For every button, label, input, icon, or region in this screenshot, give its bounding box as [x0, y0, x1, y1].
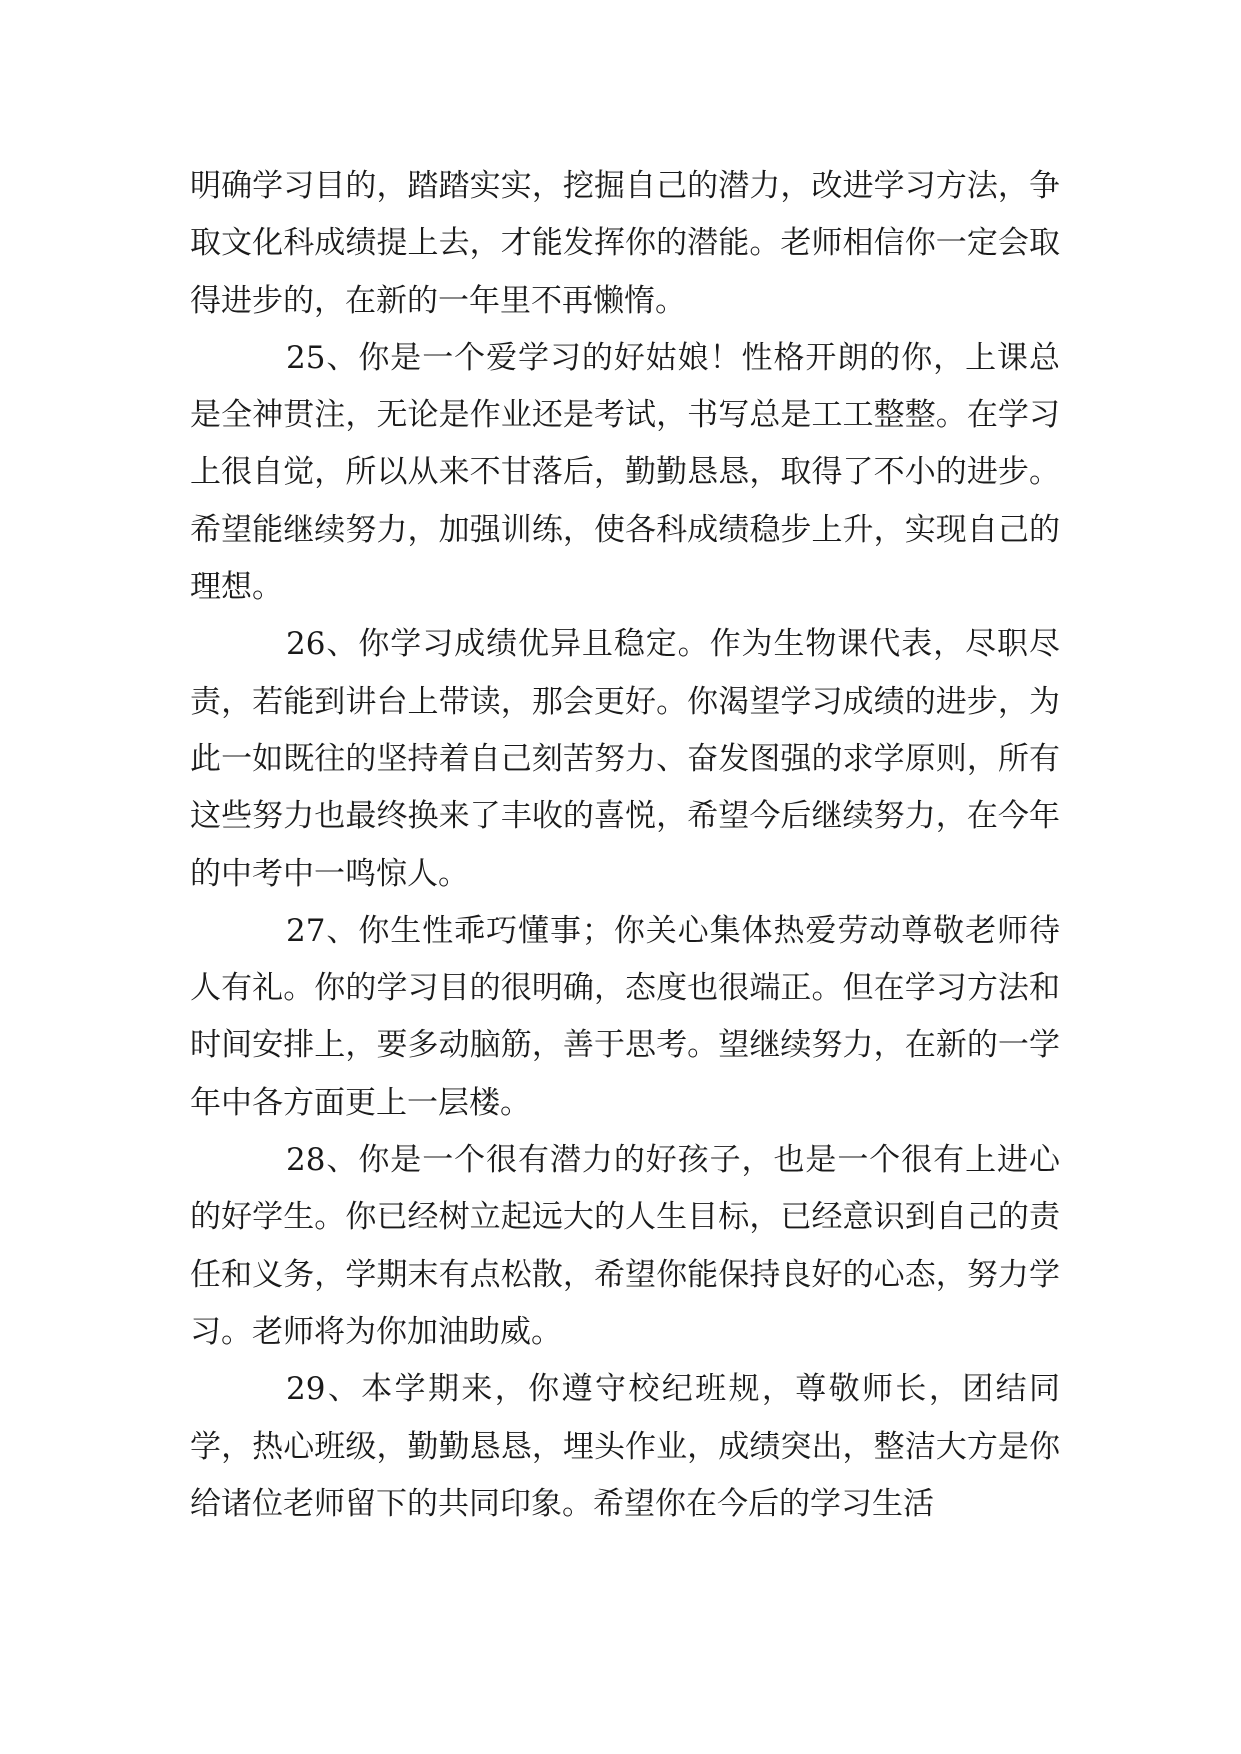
paragraph-comment-29: 29、本学期来，你遵守校纪班规，尊敬师长，团结同学，热心班级，勤勤恳恳，埋头作业，成绩突出，整洁大方是你给诸位老师留下的共同印象。希望你在今后的学习生活: [190, 1371, 1060, 1522]
paragraph-continuation: 明确学习目的，踏踏实实，挖掘自己的潜力，改进学习方法，争取文化科成绩提上去，才能发挥你的潜能。老师相信你一定会取得进步的，在新的一年里不再懒惰。: [190, 168, 1060, 319]
paragraph-comment-25: 25、你是一个爱学习的好姑娘！性格开朗的你，上课总是全神贯注，无论是作业还是考试，书写总是工工整整。在学习上很自觉，所以从来不甘落后，勤勤恳恳，取得了不小的进步。希望能继续努力，加强训练，使各科成绩稳步上升，实现自己的理想。: [190, 339, 1060, 606]
paragraph-comment-28: 28、你是一个很有潜力的好孩子，也是一个很有上进心的好学生。你已经树立起远大的人生目标，已经意识到自己的责任和义务，学期末有点松散，希望你能保持良好的心态，努力学习。老师将为你加油助威。: [190, 1142, 1060, 1350]
paragraph-comment-26: 26、你学习成绩优异且稳定。作为生物课代表，尽职尽责，若能到讲台上带读，那会更好。你渴望学习成绩的进步，为此一如既往的坚持着自己刻苦努力、奋发图强的求学原则，所有这些努力也最终换来了丰收的喜悦，希望今后继续努力，在今年的中考中一鸣惊人。: [190, 626, 1060, 892]
paragraph-comment-27: 27、你生性乖巧懂事；你关心集体热爱劳动尊敬老师待人有礼。你的学习目的很明确，态度也很端正。但在学习方法和时间安排上，要多动脑筋，善于思考。望继续努力，在新的一学年中各方面更上一层楼。: [190, 912, 1060, 1121]
document-body: [190, 158, 1060, 1533]
